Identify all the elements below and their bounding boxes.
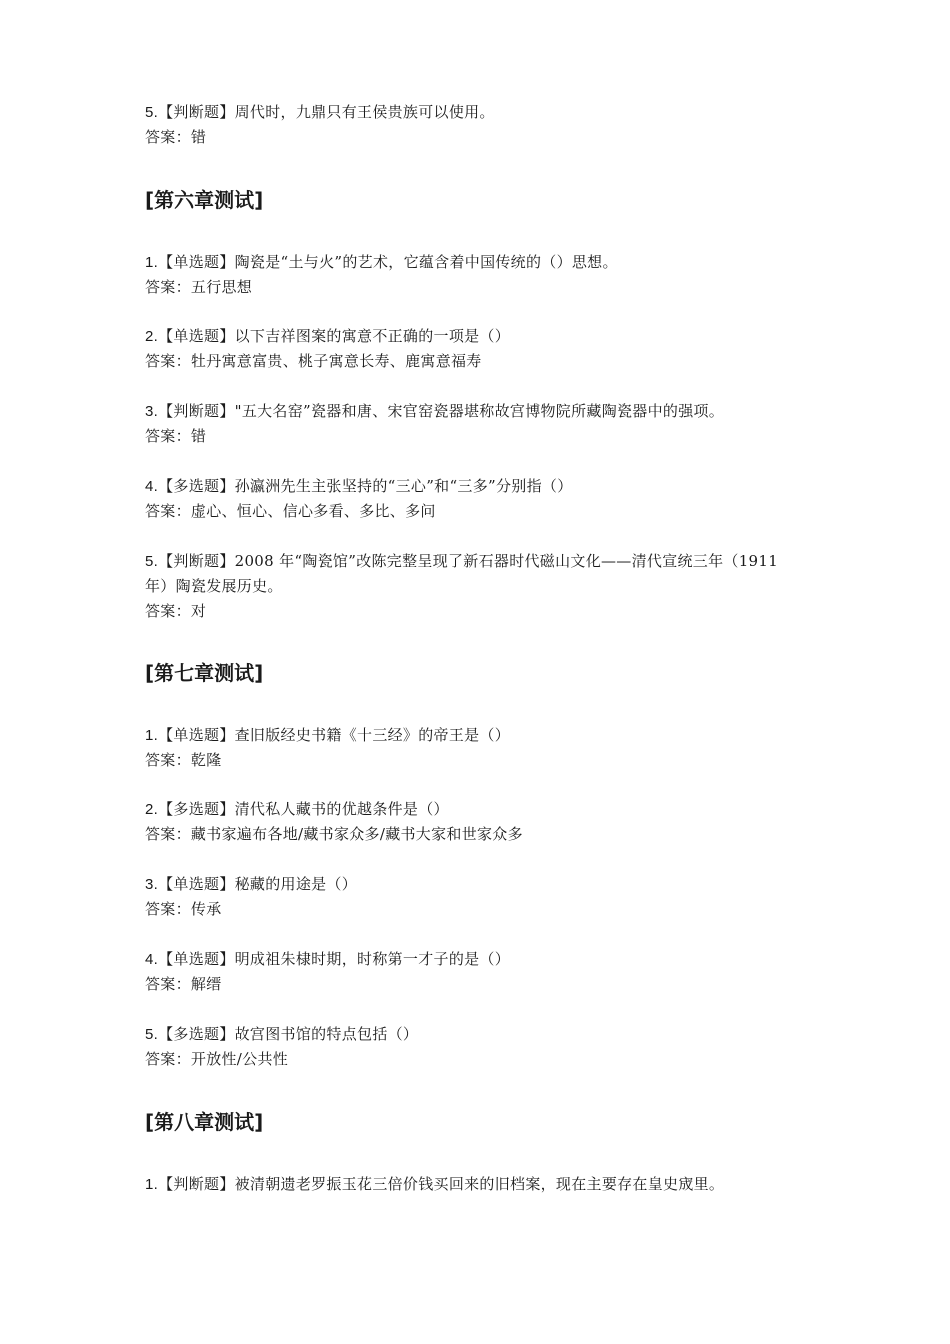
ch6-question-5-cont: 年）陶瓷发展历史。 <box>145 577 283 595</box>
ch7-question-3: 3.【单选题】秘藏的用途是（） <box>145 875 358 893</box>
ch6-answer-1: 答案：五行思想 <box>145 278 253 296</box>
ch6-question-5: 5.【判断题】2008 年“陶瓷馆”改陈完整呈现了新石器时代磁山文化——清代宣统三年（1911 <box>145 552 779 570</box>
ch7-question-4: 4.【单选题】明成祖朱棣时期，时称第一才子的是（） <box>145 950 511 968</box>
ch6-question-2: 2.【单选题】以下吉祥图案的寓意不正确的一项是（） <box>145 327 511 345</box>
ch6-question-4: 4.【多选题】孙瀛洲先生主张坚持的“三心”和“三多”分别指（） <box>145 477 573 495</box>
ch7-answer-4: 答案：解缙 <box>145 975 222 993</box>
ch7-answer-1: 答案：乾隆 <box>145 751 222 769</box>
ch6-question-1: 1.【单选题】陶瓷是“土与火”的艺术，它蕴含着中国传统的（）思想。 <box>145 253 618 271</box>
chapter-8-heading: [第八章测试] <box>145 1110 264 1134</box>
ch7-answer-3: 答案：传承 <box>145 900 222 918</box>
ch6-answer-4: 答案：虚心、恒心、信心多看、多比、多问 <box>145 502 436 520</box>
ch6-answer-3: 答案：错 <box>145 427 207 445</box>
chapter-7-heading: [第七章测试] <box>145 661 264 685</box>
question-5-prev: 5.【判断题】周代时，九鼎只有王侯贵族可以使用。 <box>145 103 495 121</box>
ch7-question-2: 2.【多选题】清代私人藏书的优越条件是（） <box>145 800 449 818</box>
ch6-question-3: 3.【判断题】"五大名窑”瓷器和唐、宋官窑瓷器堪称故宫博物院所藏陶瓷器中的强项。 <box>145 402 725 420</box>
ch7-answer-2: 答案：藏书家遍布各地/藏书家众多/藏书大家和世家众多 <box>145 825 523 843</box>
ch8-question-1: 1.【判断题】被清朝遗老罗振玉花三倍价钱买回来的旧档案，现在主要存在皇史宬里。 <box>145 1175 725 1193</box>
ch6-answer-5: 答案：对 <box>145 602 207 620</box>
ch7-question-5: 5.【多选题】故宫图书馆的特点包括（） <box>145 1025 419 1043</box>
ch7-question-1: 1.【单选题】查旧版经史书籍《十三经》的帝王是（） <box>145 726 511 744</box>
chapter-6-heading: [第六章测试] <box>145 188 264 212</box>
ch6-answer-2: 答案：牡丹寓意富贵、桃子寓意长寿、鹿寓意福寿 <box>145 352 482 370</box>
ch7-answer-5: 答案：开放性/公共性 <box>145 1050 289 1068</box>
answer-5-prev: 答案：错 <box>145 128 207 146</box>
